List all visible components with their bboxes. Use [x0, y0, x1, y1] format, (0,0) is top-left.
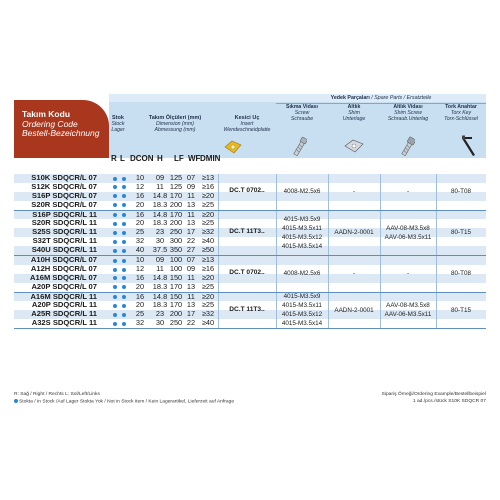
ordering-code: S10K SDQCR/L 07: [31, 173, 97, 182]
cell-dmin: ≥16: [201, 263, 215, 273]
torx-key-header: Tork Anahtar Torx Key Torx-Schlüssel: [444, 104, 478, 122]
footer: [14, 392, 486, 405]
stock-right-dot-icon: [113, 177, 117, 181]
cell-h: 23: [155, 309, 165, 319]
stock-left-dot-icon: [122, 304, 126, 308]
shim-screw-icon: [401, 136, 415, 158]
col-wf-header: WF: [188, 154, 201, 163]
stock-left-dot-icon: [122, 259, 126, 263]
cell-dcon: 25: [135, 309, 145, 319]
cell-dmin: ≥25: [201, 300, 215, 310]
shim-screw-code: -: [406, 188, 410, 196]
cell-h: 18.3: [152, 199, 168, 209]
cell-dcon: 10: [135, 173, 145, 182]
row-group: [14, 211, 486, 255]
stock-right-dot-icon: [113, 304, 117, 308]
cell-lf: 170: [169, 209, 183, 219]
shim-code: AADN-2-0001: [334, 229, 374, 237]
cell-wf: 13: [186, 281, 196, 291]
cell-h: 14.8: [152, 272, 168, 282]
screw-code: 4015-M3.5x9: [283, 293, 321, 301]
ordering-example: Sipariş Örneği/Ordering Example/Bestellbeispiel 1 ad./pcs./stück S10K SDQCR 07: [381, 392, 486, 404]
shim-screw-code: AAV-08-M3.5x8: [386, 224, 430, 232]
cell-dmin: ≥20: [201, 272, 215, 282]
shim-screw-header: Altlık Vidası Shim Screw Schraub.Unterlag: [387, 104, 429, 122]
stock-right-dot-icon: [113, 249, 117, 253]
col-dmin-header: DMIN: [200, 154, 221, 163]
cell-dmin: ≥40: [201, 318, 215, 328]
column-divider: [328, 256, 329, 292]
cell-lf: 150: [169, 291, 183, 301]
cell-lf: 125: [169, 173, 183, 182]
cell-dcon: 20: [135, 199, 145, 209]
cell-dmin: ≥13: [201, 173, 215, 182]
column-divider: [380, 211, 381, 256]
row-group: [14, 256, 486, 292]
cell-dcon: 16: [135, 190, 145, 200]
column-divider: [328, 174, 329, 210]
col-l-header: L: [120, 154, 125, 163]
ordering-code: S20R SDQCR/L 07: [31, 199, 97, 209]
shim-code: -: [352, 270, 356, 278]
table-header: [14, 94, 486, 174]
column-divider: [276, 174, 277, 210]
column-divider: [380, 293, 381, 329]
dimension-header: Takım Ölçüleri (mm) Dimension (mm) Abmessung (mm): [148, 115, 202, 133]
stock-right-dot-icon: [113, 185, 117, 189]
ordering-code: A16M SDQCR/L 07: [30, 272, 97, 282]
cell-h: 09: [155, 173, 165, 182]
cell-h: 18.3: [152, 300, 168, 310]
stock-right-dot-icon: [113, 213, 117, 217]
col-r-header: R: [111, 154, 117, 163]
cell-h: 23: [155, 227, 165, 237]
insert-header: Kesici Uç Insert Wendeschneidplatte: [223, 115, 271, 133]
stock-header: Stok Stock Lager: [111, 115, 125, 133]
screw-code: 4015-M3.5x9: [283, 215, 321, 223]
cell-dcon: 12: [135, 263, 145, 273]
cell-lf: 170: [169, 300, 183, 310]
group-separator: [14, 328, 486, 329]
cell-lf: 200: [169, 218, 183, 228]
cell-wf: 07: [186, 173, 196, 182]
cell-h: 18.3: [152, 218, 168, 228]
cell-dmin: ≥40: [201, 236, 215, 246]
ordering-code: S40U SDQCR/L 11: [31, 245, 97, 255]
ordering-code-header: [14, 100, 109, 158]
cell-h: 37.5: [152, 245, 168, 255]
screw-code: 4015-M3.5x14: [281, 320, 323, 328]
product-table: [14, 94, 486, 329]
screw-code: 4015-M3.5x14: [281, 242, 323, 250]
screw-icon: [293, 136, 307, 158]
cell-wf: 13: [186, 199, 196, 209]
ordering-code: S20R SDQCR/L 11: [31, 218, 97, 228]
insert-icon: [224, 140, 242, 154]
cell-dmin: ≥20: [201, 291, 215, 301]
table-row: [14, 283, 486, 292]
cell-wf: 11: [187, 272, 195, 282]
shim-code: AADN-2-0001: [334, 306, 374, 314]
stock-left-dot-icon: [122, 185, 126, 189]
column-divider: [218, 211, 219, 256]
ordering-code: A25R SDQCR/L 11: [31, 309, 97, 319]
spare-parts-header: Yedek Parçaları / Spare Parts / Ersatzteile: [330, 95, 432, 101]
row-group: [14, 174, 486, 210]
cell-dcon: 32: [135, 318, 145, 328]
screw-code: 4015-M3.5x11: [282, 224, 322, 232]
cell-lf: 250: [169, 227, 183, 237]
cell-h: 09: [155, 255, 165, 265]
ordering-code: A20P SDQCR/L 11: [31, 300, 97, 310]
column-divider: [328, 293, 329, 329]
cell-wf: 11: [187, 291, 195, 301]
stock-right-dot-icon: [113, 231, 117, 235]
shim-icon: [344, 138, 364, 154]
col-dcon-header: DCON: [130, 154, 154, 163]
cell-lf: 200: [169, 199, 183, 209]
cell-wf: 22: [186, 236, 196, 246]
column-divider: [436, 256, 437, 292]
cell-wf: 11: [187, 190, 195, 200]
stock-right-dot-icon: [113, 322, 117, 326]
stock-left-dot-icon: [122, 203, 126, 207]
column-divider: [218, 256, 219, 292]
stock-left-dot-icon: [122, 177, 126, 181]
cell-dmin: ≥25: [201, 218, 215, 228]
screw-header: Sıkma Vidası Screw Schraube: [286, 104, 318, 122]
cell-lf: 100: [169, 255, 183, 265]
column-divider: [380, 174, 381, 210]
legend-direction: R: Sağ / Right / Rechts L: Sol/Left/Links: [14, 392, 100, 397]
cell-h: 14.8: [152, 291, 168, 301]
torx-key-icon: [460, 134, 478, 158]
stock-right-dot-icon: [113, 276, 117, 280]
legend-stock: Stokta / In Stock /Auf Lager Stokta Yok / Not in Stock Item / Kein Lagerartikel, Lieferzeit auf Anfrage: [14, 399, 486, 406]
cell-dmin: ≥50: [201, 245, 215, 255]
stock-left-dot-icon: [122, 295, 126, 299]
cell-dcon: 10: [135, 255, 145, 265]
screw-code: 4015-M3.5x12: [281, 233, 323, 241]
screw-code: 4015-M3.5x12: [281, 311, 323, 319]
stock-left-dot-icon: [122, 213, 126, 217]
col-lf-header: LF: [174, 154, 184, 163]
ordering-code: A16M SDQCR/L 11: [30, 291, 97, 301]
stock-left-dot-icon: [122, 194, 126, 198]
cell-lf: 350: [169, 245, 183, 255]
cell-lf: 200: [169, 309, 183, 319]
cell-wf: 27: [186, 245, 196, 255]
cell-lf: 250: [169, 318, 183, 328]
stock-left-dot-icon: [122, 240, 126, 244]
cell-dcon: 20: [135, 218, 145, 228]
cell-dmin: ≥32: [201, 227, 215, 237]
ordering-code: A10H SDQCR/L 07: [30, 255, 97, 265]
table-row: [14, 201, 486, 210]
ordering-code: A20P SDQCR/L 07: [31, 281, 97, 291]
screw-code: 4008-M2.5x6: [283, 188, 321, 196]
column-divider: [380, 256, 381, 292]
screw-code: 4008-M2.5x6: [283, 270, 321, 278]
stock-left-dot-icon: [122, 222, 126, 226]
cell-wf: 09: [186, 263, 196, 273]
stock-dot-icon: [14, 399, 18, 403]
shim-screw-code: AAV-08-M3.5x8: [386, 302, 430, 310]
cell-dcon: 16: [135, 291, 145, 301]
column-divider: [436, 174, 437, 210]
cell-dcon: 20: [135, 300, 145, 310]
stock-left-dot-icon: [122, 313, 126, 317]
cell-dmin: ≥25: [201, 199, 215, 209]
cell-h: 30: [155, 236, 165, 246]
ordering-code: S32T SDQCR/L 11: [32, 236, 97, 246]
column-divider: [276, 256, 277, 292]
cell-h: 14.8: [152, 209, 168, 219]
title-de: Bestell-Bezeichnung: [22, 128, 100, 138]
cell-dmin: ≥16: [201, 181, 215, 191]
cell-dmin: ≥20: [201, 209, 215, 219]
table-row: [14, 319, 486, 328]
cell-h: 18.3: [152, 281, 168, 291]
stock-right-dot-icon: [113, 295, 117, 299]
ordering-code: S25S SDQCR/L 11: [32, 227, 97, 237]
shim-code: -: [352, 188, 356, 196]
cell-lf: 300: [169, 236, 183, 246]
title-tr: Takım Kodu: [22, 109, 71, 119]
cell-wf: 11: [187, 209, 195, 219]
cell-wf: 17: [186, 309, 196, 319]
cell-h: 14.8: [152, 190, 168, 200]
ordering-code: S16P SDQCR/L 07: [31, 190, 97, 200]
stock-left-dot-icon: [122, 231, 126, 235]
column-divider: [218, 293, 219, 329]
ordering-code: S12K SDQCR/L 07: [31, 181, 97, 191]
cell-dcon: 16: [135, 272, 145, 282]
cell-lf: 170: [169, 281, 183, 291]
stock-left-dot-icon: [122, 322, 126, 326]
shim-screw-code: AAV-06-M3.5x11: [384, 233, 432, 241]
cell-dmin: ≥20: [201, 190, 215, 200]
col-h-header: H: [157, 154, 163, 163]
cell-lf: 170: [169, 190, 183, 200]
stock-left-dot-icon: [122, 285, 126, 289]
cell-lf: 100: [169, 263, 183, 273]
cell-lf: 150: [169, 272, 183, 282]
cell-h: 11: [156, 263, 164, 273]
cell-dcon: 32: [135, 236, 145, 246]
cell-wf: 13: [186, 218, 196, 228]
column-divider: [276, 293, 277, 329]
stock-right-dot-icon: [113, 313, 117, 317]
cell-dcon: 20: [135, 281, 145, 291]
table-row: [14, 246, 486, 255]
cell-wf: 13: [186, 300, 196, 310]
cell-dcon: 12: [135, 181, 145, 191]
insert-code: DC.T 11T3..: [229, 228, 265, 236]
shim-screw-code: -: [406, 270, 410, 278]
insert-code: DC.T 0702..: [229, 269, 265, 277]
screw-code: 4015-M3.5x11: [282, 302, 322, 310]
ordering-code: A32S SDQCR/L 11: [31, 318, 97, 328]
cell-dmin: ≥32: [201, 309, 215, 319]
insert-code: DC.T 11T3..: [229, 305, 265, 313]
shim-screw-code: AAV-06-M3.5x11: [384, 311, 432, 319]
shim-header: Altlık Shim Unterlage: [342, 104, 366, 122]
stock-right-dot-icon: [113, 268, 117, 272]
cell-wf: 07: [186, 255, 196, 265]
column-divider: [276, 211, 277, 256]
title-en: Ordering Code: [22, 118, 78, 129]
stock-right-dot-icon: [113, 222, 117, 226]
torx-key-code: 80-T15: [451, 306, 471, 314]
column-divider: [328, 211, 329, 256]
insert-code: DC.T 0702..: [229, 187, 265, 195]
cell-dcon: 25: [135, 227, 145, 237]
cell-wf: 09: [186, 181, 196, 191]
cell-dcon: 16: [135, 209, 145, 219]
stock-left-dot-icon: [122, 268, 126, 272]
stock-left-dot-icon: [122, 249, 126, 253]
stock-right-dot-icon: [113, 194, 117, 198]
column-divider: [436, 211, 437, 256]
cell-h: 30: [155, 318, 165, 328]
ordering-code: S16P SDQCR/L 11: [32, 209, 97, 219]
stock-right-dot-icon: [113, 240, 117, 244]
cell-lf: 125: [169, 181, 183, 191]
stock-right-dot-icon: [113, 259, 117, 263]
column-divider: [218, 174, 219, 210]
row-group: [14, 293, 486, 329]
torx-key-code: 80-T08: [451, 188, 471, 196]
stock-right-dot-icon: [113, 285, 117, 289]
stock-right-dot-icon: [113, 203, 117, 207]
column-divider: [436, 293, 437, 329]
cell-dmin: ≥25: [201, 281, 215, 291]
cell-dmin: ≥13: [201, 255, 215, 265]
torx-key-code: 80-T15: [451, 229, 471, 237]
cell-wf: 17: [186, 227, 196, 237]
stock-left-dot-icon: [122, 276, 126, 280]
ordering-code: A12H SDQCR/L 07: [30, 263, 97, 273]
torx-key-code: 80-T08: [451, 270, 471, 278]
cell-wf: 22: [186, 318, 196, 328]
table-body: [14, 174, 486, 329]
cell-dcon: 40: [135, 245, 145, 255]
cell-h: 11: [156, 181, 164, 191]
